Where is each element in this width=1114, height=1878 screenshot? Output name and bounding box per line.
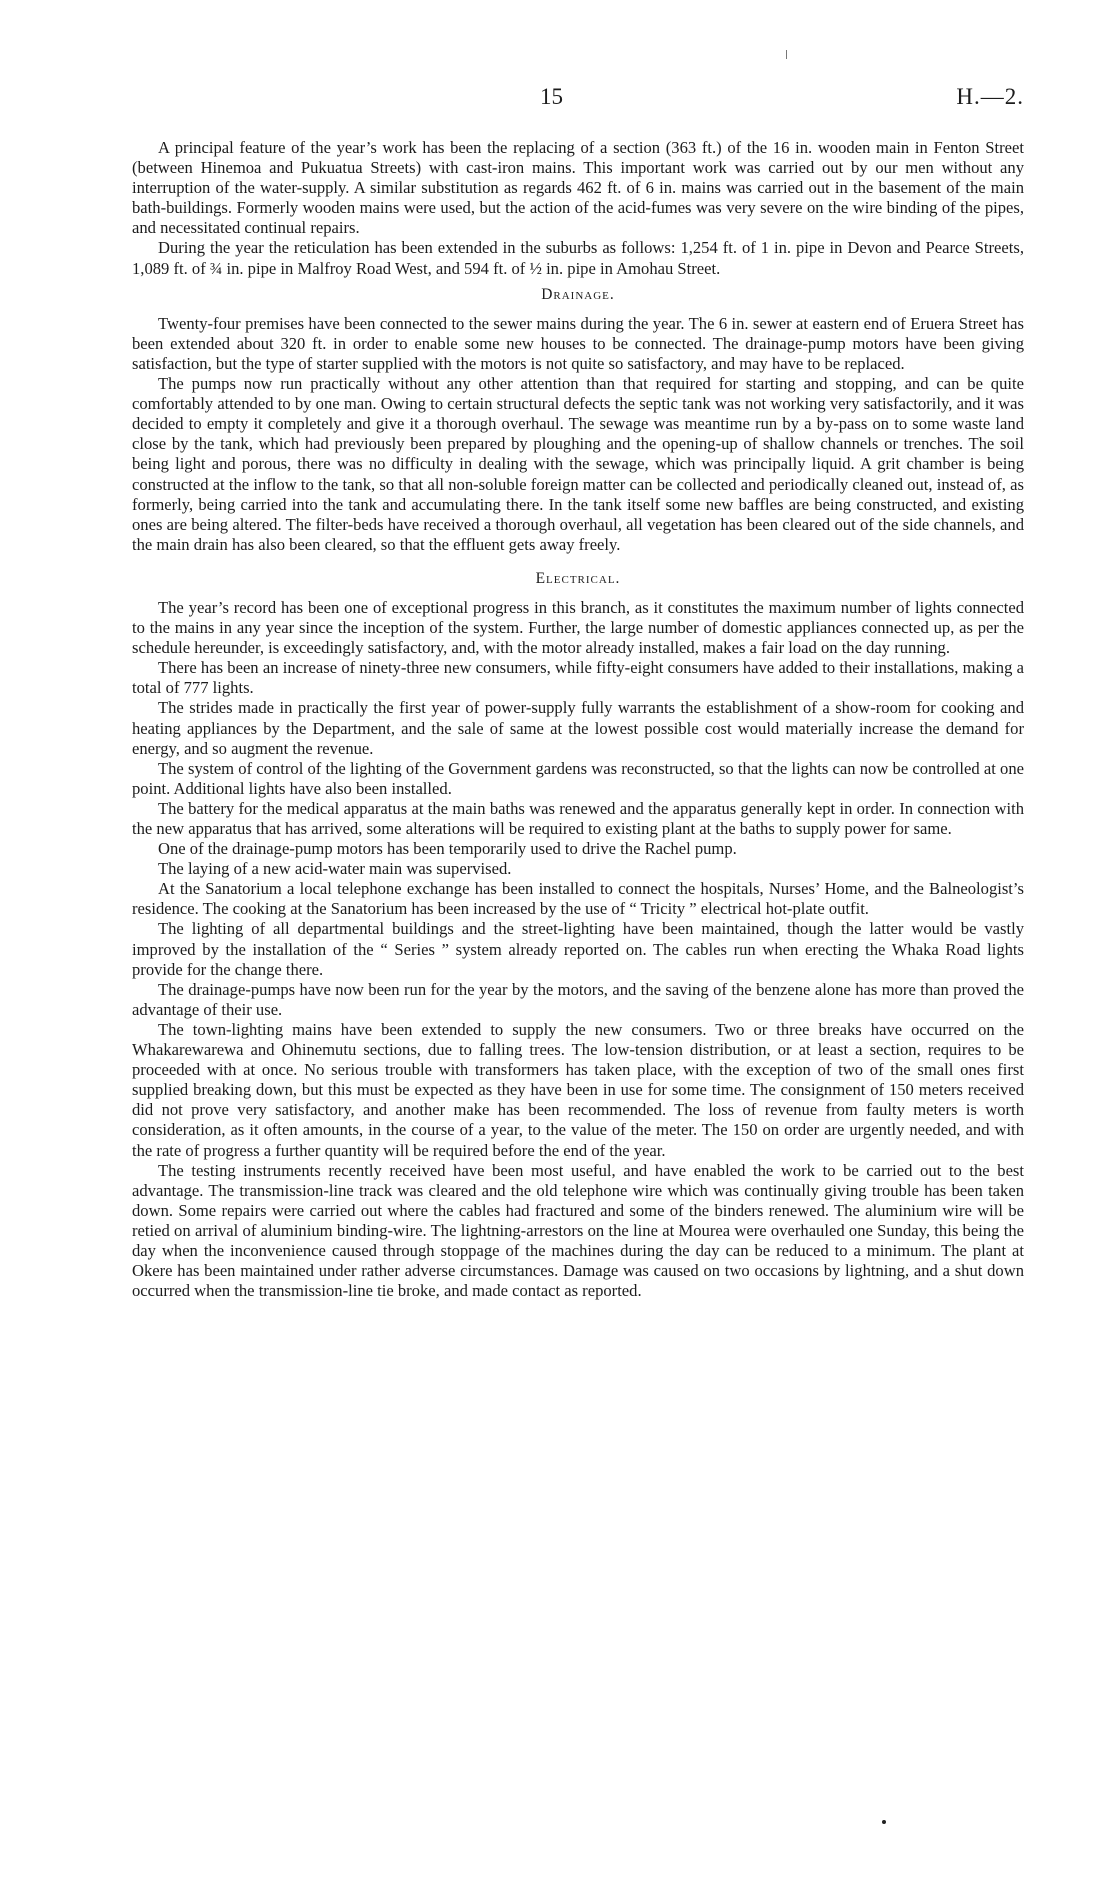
heading-drainage: Drainage. bbox=[541, 285, 615, 303]
paragraph-electrical-3: The strides made in practically the first year of power-supply fully warrants the establishment of a show-room for cooking and heating appliances by the Department, and the sale of same at the lowest possible cost would materially increase the demand for energy, and so augment the revenue. bbox=[132, 698, 1024, 758]
document-body bbox=[132, 138, 1024, 1301]
page-header bbox=[0, 84, 1114, 114]
paragraph-electrical-5: The battery for the medical apparatus at the main baths was renewed and the apparatus generally kept in order. In connection with the new apparatus that has arrived, some alterations will be required to existing plant at the baths to supply power for same. bbox=[132, 798, 1024, 838]
heading-electrical: Electrical. bbox=[535, 569, 621, 587]
paragraph-drainage-2: The pumps now run practically without any other attention than that required for starting and stopping, and can be quite comfortably attended to by one man. Owing to certain structural defects the septic tank was not working very satisfactorily, and it was decided to empty it completely and give it a thorough overhaul. The sewage was meantime run by a by-pass on to some waste land close by the tank, which had previously been prepared by ploughing and the opening-up of shallow channels or trenches. The soil being light and porous, there was no difficulty in dealing with the sewage, which was principally liquid. A grit chamber is being constructed at the inflow to the tank, so that all non-soluble foreign matter can be collected and periodically cleaned out, instead of, as formerly, being carried into the tank and accumulating there. In the tank itself some new baffles are being constructed, and existing ones are being altered. The filter-beds have received a thorough overhaul, all vegetation has been cleared out of the side channels, and the main drain has also been cleared, so that the effluent gets away freely. bbox=[132, 374, 1024, 554]
scan-mark bbox=[786, 50, 787, 59]
paragraph-electrical-9: The lighting of all departmental buildings and the street-lighting have been maintained, though the latter would be vastly improved by the installation of the “ Series ” system already reported on. The cables run when erecting the Whaka Road lights provide for the change there. bbox=[132, 919, 1024, 979]
paragraph-electrical-2: There has been an increase of ninety-three new consumers, while fifty-eight consumers have added to their installations, making a total of 777 lights. bbox=[132, 658, 1024, 698]
paragraph-electrical-11: The town-lighting mains have been extended to supply the new consumers. Two or three breaks have occurred on the Whakarewarewa and Ohinemutu sections, due to falling trees. The low-tension distribution, or at least a section, requires to be proceeded with at once. No serious trouble with transformers has taken place, with the exception of two of the small ones first supplied breaking down, but this must be expected as they have been in use for some time. The consignment of 150 meters received did not prove very satisfactory, and another make has been recommended. The loss of revenue from faulty meters is worth consideration, as it often amounts, in the course of a year, to the value of the meter. The 150 on order are urgently needed, and with the rate of progress a further quantity will be required before the end of the year. bbox=[132, 1019, 1024, 1160]
paragraph-electrical-10: The drainage-pumps have now been run for the year by the motors, and the saving of the benzene alone has more than proved the advantage of their use. bbox=[132, 979, 1024, 1019]
page-number: 15 bbox=[540, 84, 563, 109]
paragraph-intro-2: During the year the reticulation has been extended in the suburbs as follows: 1,254 ft. of 1 in. pipe in Devon and Pearce Streets, 1,089 ft. of ¾ in. pipe in Malfroy Road West, and 594 ft. of ½ in. pipe in Amohau Street. bbox=[132, 238, 1024, 278]
paragraph-intro-1: A principal feature of the year’s work has been the replacing of a section (363 ft.) of the 16 in. wooden main in Fenton Street (between Hinemoa and Pukuatua Streets) with cast-iron mains. This important work was carried out by our men without any interruption of the water-supply. A similar substitution as regards 462 ft. of 6 in. mains was carried out in the basement of the main bath-buildings. Formerly wooden mains were used, but the action of the acid-fumes was very severe on the wire binding of the pipes, and necessitated continual repairs. bbox=[132, 138, 1024, 238]
document-reference: H.—2. bbox=[956, 84, 1024, 109]
paragraph-electrical-7: The laying of a new acid-water main was supervised. bbox=[158, 859, 512, 879]
paragraph-electrical-12: The testing instruments recently received have been most useful, and have enabled the work to be carried out to the best advantage. The transmission-line track was cleared and the old telephone wire which was continually giving trouble has been taken down. Some repairs were carried out where the cables had fractured and some of the binders renewed. The aluminium wire will be retied on arrival of aluminium binding-wire. The lightning-arrestors on the line at Mourea were overhauled one Sunday, this being the day when the inconvenience caused through stoppage of the machines during the day can be reduced to a minimum. The plant at Okere has been maintained under rather adverse circumstances. Damage was caused on two occasions by lightning, and a shut down occurred when the transmission-line tie broke, and made contact as reported. bbox=[132, 1160, 1024, 1301]
paragraph-electrical-8: At the Sanatorium a local telephone exchange has been installed to connect the hospitals, Nurses’ Home, and the Balneologist’s residence. The cooking at the Sanatorium has been increased by the use of “ Tricity ” electrical hot-plate outfit. bbox=[132, 879, 1024, 919]
paragraph-electrical-4: The system of control of the lighting of the Government gardens was reconstructed, so that the lights can now be controlled at one point. Additional lights have also been installed. bbox=[132, 758, 1024, 798]
paragraph-drainage-1: Twenty-four premises have been connected to the sewer mains during the year. The 6 in. sewer at eastern end of Eruera Street has been extended about 320 ft. in order to enable some new houses to be connected. The drainage-pump motors have been giving satisfaction, but the type of starter supplied with the motors is not quite so satisfactory, and may have to be replaced. bbox=[132, 313, 1024, 373]
paragraph-electrical-1: The year’s record has been one of exceptional progress in this branch, as it constitutes the maximum number of lights connected to the mains in any year since the inception of the system. Further, the large number of domestic appliances connected up, as per the schedule hereunder, is exceedingly satisfactory, and, with the motor already installed, makes a fair load on the day running. bbox=[132, 597, 1024, 658]
paragraph-electrical-6: One of the drainage-pump motors has been temporarily used to drive the Rachel pump. bbox=[158, 839, 737, 859]
scan-dot bbox=[882, 1820, 886, 1824]
